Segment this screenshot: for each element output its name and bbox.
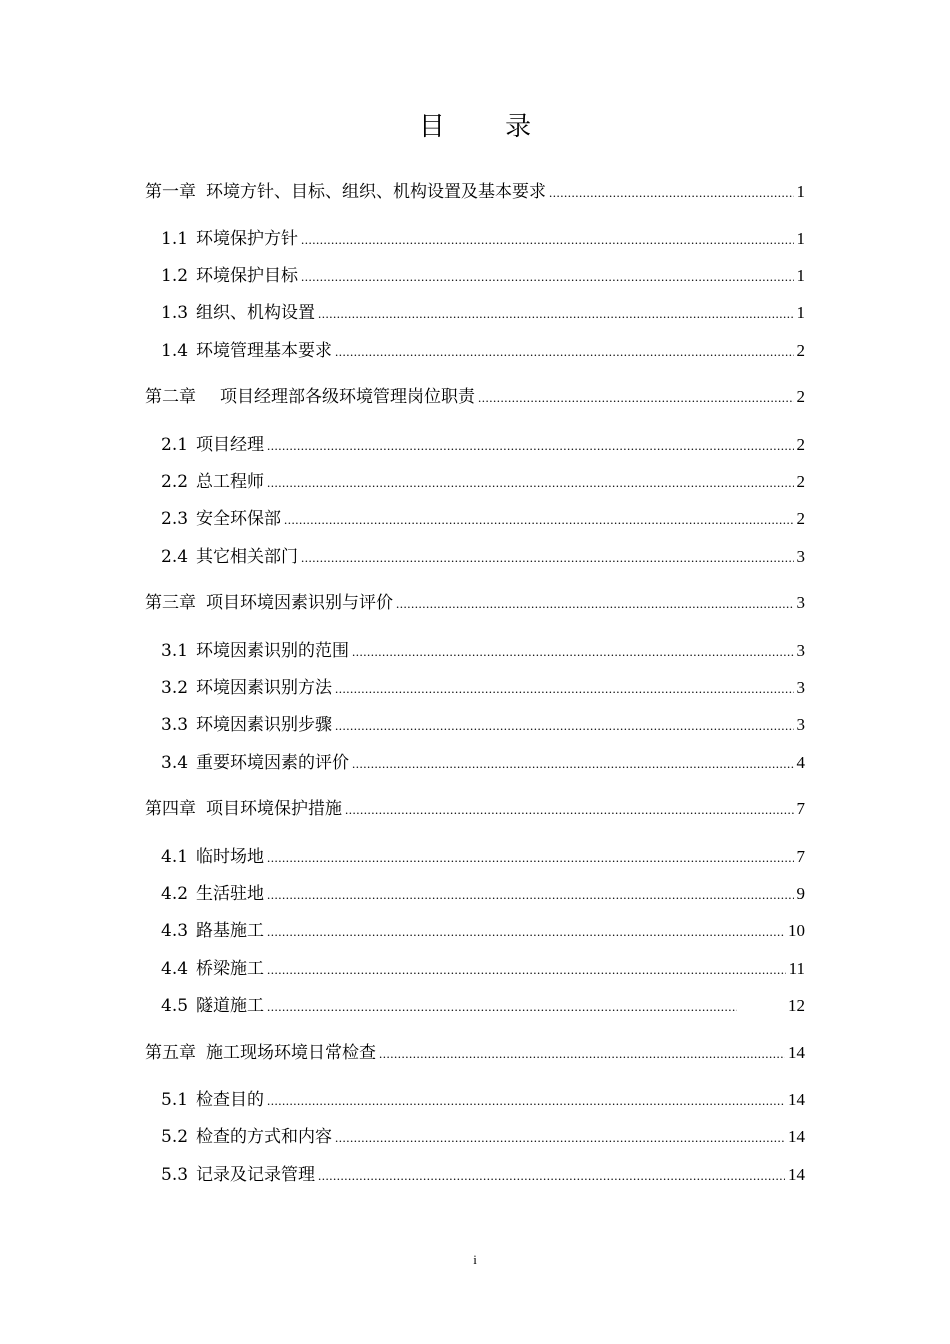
toc-entry[interactable] — [161, 507, 805, 532]
leader-dots — [335, 1126, 785, 1150]
leader-dots — [318, 1164, 785, 1188]
toc-entry[interactable] — [161, 227, 805, 252]
entry-page: 2 — [796, 435, 805, 454]
entry-number: 第五章 — [145, 1043, 196, 1063]
entry-label: 路基施工 — [196, 921, 265, 941]
leader-dots — [478, 386, 794, 410]
entry-page: 12 — [788, 996, 805, 1015]
entry-label: 检查的方式和内容 — [196, 1127, 333, 1147]
toc-title: 目 录 — [418, 112, 558, 142]
entry-label: 项目经理部各级环境管理岗位职责 — [220, 387, 475, 407]
toc-entry[interactable] — [161, 470, 805, 495]
toc-entry[interactable] — [161, 882, 805, 907]
entry-label: 环境保护目标 — [196, 266, 299, 286]
entry-number: 5.1 — [161, 1090, 189, 1110]
leader-dots — [267, 920, 785, 944]
entry-label: 检查目的 — [196, 1090, 265, 1110]
entry-page: 3 — [796, 715, 805, 734]
leader-dots — [318, 302, 793, 326]
entry-page: 1 — [796, 303, 805, 322]
toc-entry[interactable] — [161, 639, 805, 664]
toc-entry[interactable] — [161, 845, 805, 870]
toc-entry[interactable] — [161, 545, 805, 570]
entry-number: 2.2 — [161, 472, 189, 492]
entry-label: 组织、机构设置 — [196, 303, 316, 323]
entry-label: 环境因素识别步骤 — [196, 715, 333, 735]
toc-entry[interactable] — [145, 385, 805, 410]
entry-number: 2.4 — [161, 547, 189, 567]
toc-entry[interactable] — [161, 301, 805, 326]
toc-entry[interactable] — [161, 919, 805, 944]
entry-label: 项目环境保护措施 — [206, 799, 342, 819]
entry-number: 第四章 — [145, 799, 196, 819]
entry-label: 环境因素识别的范围 — [196, 641, 350, 661]
entry-label: 项目经理 — [196, 435, 265, 455]
toc-entry[interactable] — [161, 339, 805, 364]
entry-page: 2 — [796, 509, 805, 528]
entry-number: 4.1 — [161, 847, 189, 867]
toc-entry[interactable] — [161, 264, 805, 289]
entry-page: 2 — [796, 341, 805, 360]
entry-label: 生活驻地 — [196, 884, 265, 904]
entry-page: 14 — [788, 1043, 805, 1062]
entry-label: 项目环境因素识别与评价 — [206, 593, 393, 613]
leader-dots — [301, 265, 793, 289]
toc-entry[interactable] — [161, 676, 805, 701]
leader-dots — [267, 958, 786, 982]
entry-page: 7 — [796, 847, 805, 866]
leader-dots — [284, 508, 793, 532]
entry-label: 桥梁施工 — [196, 959, 265, 979]
entry-page: 2 — [796, 472, 805, 491]
leader-dots — [345, 798, 794, 822]
leader-dots — [267, 1089, 785, 1113]
toc-entry[interactable] — [161, 1163, 805, 1188]
entry-label: 其它相关部门 — [196, 547, 299, 567]
toc-entry[interactable] — [161, 994, 805, 1019]
entry-number: 4.5 — [161, 996, 189, 1016]
entry-label: 隧道施工 — [196, 996, 265, 1016]
entry-number: 3.3 — [161, 715, 189, 735]
entry-number: 5.3 — [161, 1165, 189, 1185]
entry-label: 环境方针、目标、组织、机构设置及基本要求 — [206, 182, 546, 202]
leader-dots — [379, 1042, 785, 1066]
entry-page: 14 — [788, 1165, 805, 1184]
toc-entry[interactable] — [145, 180, 805, 205]
entry-page: 1 — [796, 229, 805, 248]
leader-dots — [301, 228, 793, 252]
entry-page: 3 — [796, 547, 805, 566]
page-number: i — [473, 1252, 477, 1267]
leader-dots — [267, 995, 737, 1019]
entry-number: 3.1 — [161, 641, 189, 661]
toc-entry[interactable] — [145, 591, 805, 616]
leader-dots — [267, 434, 793, 458]
entry-number: 1.1 — [161, 229, 189, 249]
entry-page: 14 — [788, 1127, 805, 1146]
entry-page: 3 — [796, 641, 805, 660]
entry-number: 2.3 — [161, 509, 189, 529]
entry-page: 7 — [796, 799, 805, 818]
leader-dots — [267, 471, 793, 495]
entry-number: 1.4 — [161, 341, 189, 361]
entry-number: 第一章 — [145, 182, 196, 202]
leader-dots — [352, 752, 793, 776]
leader-dots — [267, 883, 793, 907]
entry-label: 总工程师 — [196, 472, 265, 492]
leader-dots — [549, 181, 794, 205]
toc-entry[interactable] — [161, 1088, 805, 1113]
leader-dots — [352, 640, 793, 664]
entry-label: 记录及记录管理 — [196, 1165, 316, 1185]
entry-label: 环境保护方针 — [196, 229, 299, 249]
toc-entry[interactable] — [161, 433, 805, 458]
leader-dots — [335, 340, 793, 364]
entry-label: 施工现场环境日常检查 — [206, 1043, 376, 1063]
entry-label: 环境因素识别方法 — [196, 678, 333, 698]
entry-page: 14 — [788, 1090, 805, 1109]
entry-number: 3.2 — [161, 678, 189, 698]
toc-entry[interactable] — [145, 797, 805, 822]
entry-label: 重要环境因素的评价 — [196, 753, 350, 773]
entry-page: 3 — [796, 678, 805, 697]
leader-dots — [335, 677, 793, 701]
entry-number: 5.2 — [161, 1127, 189, 1147]
toc-entry[interactable] — [161, 751, 805, 776]
entry-page: 4 — [796, 753, 805, 772]
entry-page: 3 — [796, 593, 805, 612]
entry-page: 11 — [788, 959, 805, 978]
entry-number: 第二章 — [145, 387, 196, 407]
entry-number: 1.2 — [161, 266, 189, 286]
entry-number: 第三章 — [145, 593, 196, 613]
leader-dots — [396, 592, 794, 616]
entry-page: 9 — [796, 884, 805, 903]
toc-entry[interactable] — [161, 1125, 805, 1150]
entry-page: 1 — [796, 266, 805, 285]
entry-number: 2.1 — [161, 435, 189, 455]
entry-page: 1 — [796, 182, 805, 201]
toc-entry[interactable] — [161, 713, 805, 738]
leader-dots — [267, 846, 793, 870]
entry-number: 3.4 — [161, 753, 189, 773]
entry-number: 4.2 — [161, 884, 189, 904]
leader-dots — [301, 546, 793, 570]
entry-number: 1.3 — [161, 303, 189, 323]
entry-number: 4.3 — [161, 921, 189, 941]
entry-page: 2 — [796, 387, 805, 406]
entry-page: 10 — [788, 921, 805, 940]
toc-entry[interactable] — [145, 1041, 805, 1066]
toc-entry[interactable] — [161, 957, 805, 982]
entry-label: 安全环保部 — [196, 509, 282, 529]
entry-label: 环境管理基本要求 — [196, 341, 333, 361]
entry-label: 临时场地 — [196, 847, 265, 867]
entry-number: 4.4 — [161, 959, 189, 979]
leader-dots — [335, 714, 793, 738]
